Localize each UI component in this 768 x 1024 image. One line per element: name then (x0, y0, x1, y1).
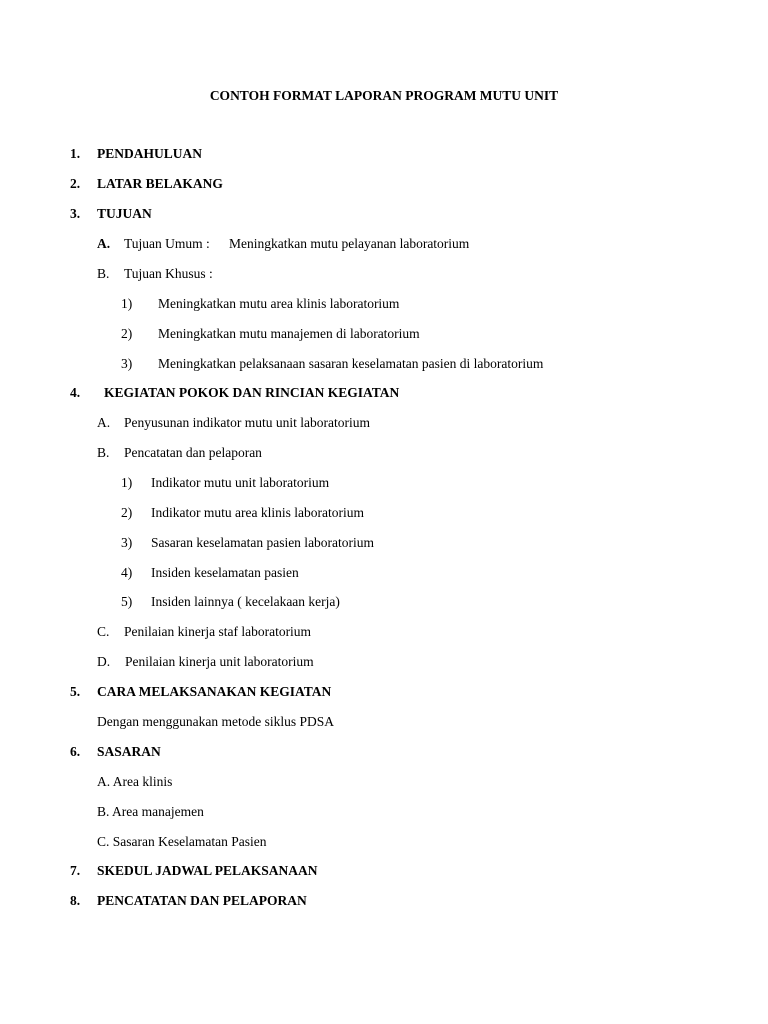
section-4-number: 4. (70, 385, 81, 400)
section-3-a-label: Tujuan Umum : (124, 236, 210, 251)
list-item-marker: 5) (121, 594, 133, 609)
list-item-text: Insiden keselamatan pasien (151, 565, 299, 580)
list-item: A. Area klinis (97, 774, 173, 789)
section-4-heading: KEGIATAN POKOK DAN RINCIAN KEGIATAN (104, 385, 400, 400)
list-item: C. Sasaran Keselamatan Pasien (97, 834, 267, 849)
section-2-heading: LATAR BELAKANG (97, 176, 223, 191)
list-item-text: Meningkatkan pelaksanaan sasaran keselamatan pasien di laboratorium (158, 356, 544, 371)
section-5-heading: CARA MELAKSANAKAN KEGIATAN (97, 684, 332, 699)
list-item-marker: 1) (121, 475, 133, 490)
list-item-marker: 1) (121, 296, 133, 311)
section-3-heading: TUJUAN (97, 206, 152, 221)
list-item: B. Area manajemen (97, 804, 204, 819)
section-4-b-text: Pencatatan dan pelaporan (124, 445, 262, 460)
section-7-heading: SKEDUL JADWAL PELAKSANAAN (97, 863, 318, 878)
document-title: CONTOH FORMAT LAPORAN PROGRAM MUTU UNIT (209, 88, 559, 103)
list-item-text: Insiden lainnya ( kecelakaan kerja) (151, 594, 340, 609)
section-2-number: 2. (70, 176, 81, 191)
section-4-b-marker: B. (97, 445, 110, 460)
list-item-text: Indikator mutu unit laboratorium (151, 475, 330, 490)
list-item-text: Indikator mutu area klinis laboratorium (151, 505, 364, 520)
section-8-heading: PENCATATAN DAN PELAPORAN (97, 893, 307, 908)
section-3-a-marker: A. (97, 236, 111, 251)
list-item-marker: 3) (121, 356, 133, 371)
section-3-b-label: Tujuan Khusus : (124, 266, 213, 281)
section-8-number: 8. (70, 893, 81, 908)
section-4-d-marker: D. (97, 654, 111, 669)
section-4-c-marker: C. (97, 624, 110, 639)
section-4-a-text: Penyusunan indikator mutu unit laboratorium (124, 415, 370, 430)
section-1-number: 1. (70, 146, 81, 161)
list-item-text: Meningkatkan mutu area klinis laboratorium (158, 296, 400, 311)
section-4-c-text: Penilaian kinerja staf laboratorium (124, 624, 312, 639)
list-item-marker: 2) (121, 326, 133, 341)
section-5-text: Dengan menggunakan metode siklus PDSA (97, 714, 334, 729)
list-item-marker: 3) (121, 535, 133, 550)
section-4-d-text: Penilaian kinerja unit laboratorium (125, 654, 314, 669)
section-4-a-marker: A. (97, 415, 111, 430)
list-item-marker: 4) (121, 565, 133, 580)
section-5-number: 5. (70, 684, 81, 699)
section-1-heading: PENDAHULUAN (97, 146, 203, 161)
section-3-a-value: Meningkatkan mutu pelayanan laboratorium (229, 236, 470, 251)
list-item-text: Meningkatkan mutu manajemen di laboratorium (158, 326, 420, 341)
section-6-heading: SASARAN (97, 744, 161, 759)
section-3-number: 3. (70, 206, 81, 221)
section-3-b-marker: B. (97, 266, 110, 281)
list-item-text: Sasaran keselamatan pasien laboratorium (151, 535, 375, 550)
list-item-marker: 2) (121, 505, 133, 520)
section-7-number: 7. (70, 863, 81, 878)
section-6-number: 6. (70, 744, 81, 759)
